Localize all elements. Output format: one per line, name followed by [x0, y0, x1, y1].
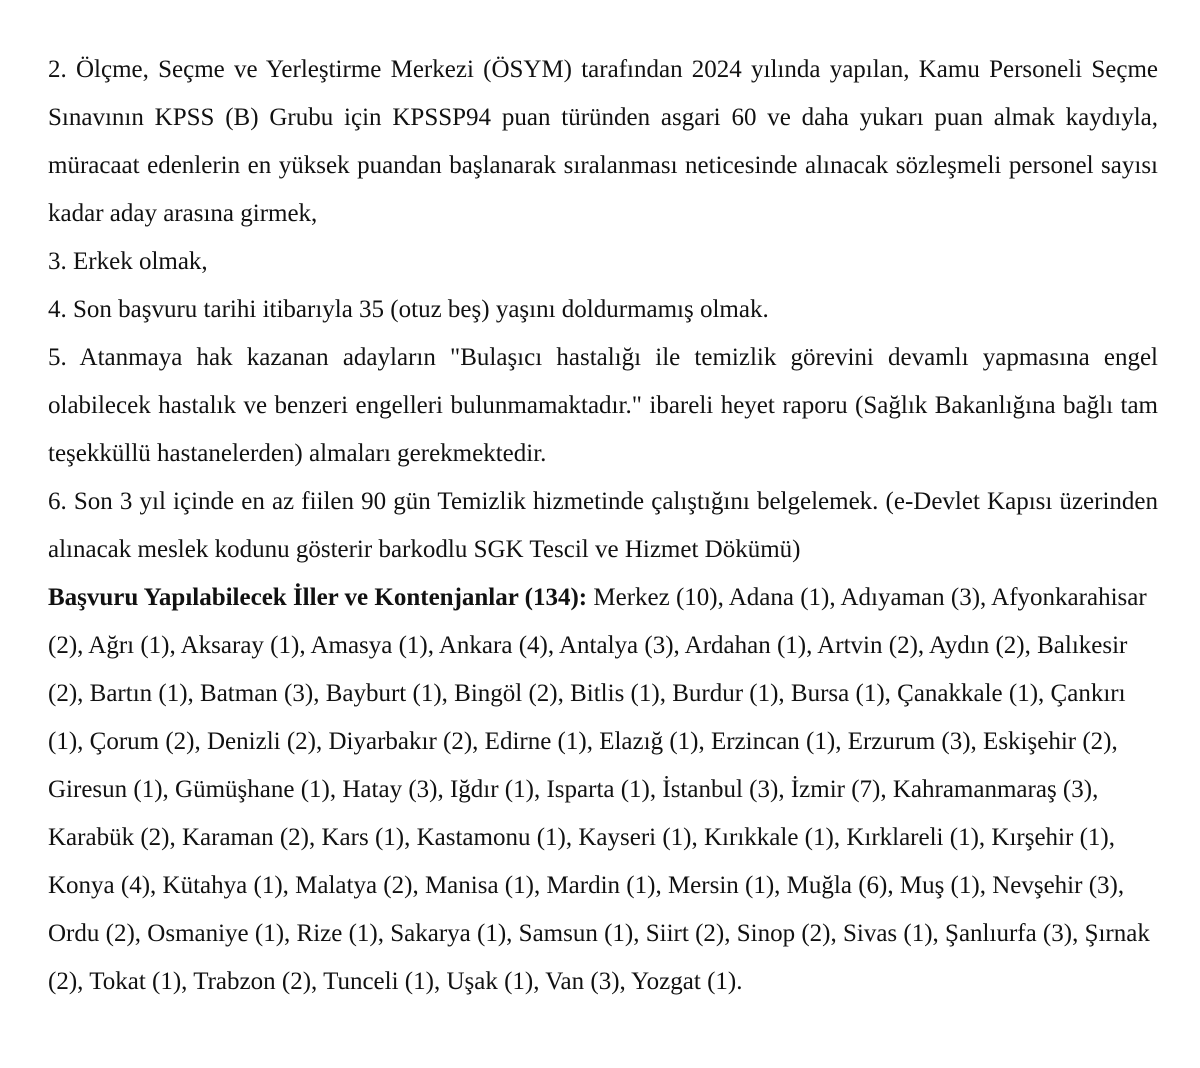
quota-city-list: Merkez (10), Adana (1), Adıyaman (3), Afyonkarahisar (2), Ağrı (1), Aksaray (1), Amasya (1), Ankara (4), Antalya (3), Ardahan (1), Artvin (2), Aydın (2), Balıkesir (2), Bartın (1), Batman (3), Bayburt (1), Bingöl (2), Bitlis (1), Burdur (1), Bursa (1), Çanakkale (1), Çankırı (1), Çorum (2), Denizli (2), Diyarbakır (2), Edirne (1), Elazığ (1), Erzincan (1), Erzurum (3), Eskişehir (2), Giresun (1), Gümüşhane (1), Hatay (3), Iğdır (1), Isparta (1), İstanbul (3), İzmir (7), Kahramanmaraş (3), Karabük (2), Karaman (2), Kars (1), Kastamonu (1), Kayseri (1), Kırıkkale (1), Kırklareli (1), Kırşehir (1), Konya (4), Kütahya (1), Malatya (2), Manisa (1), Mardin (1), Mersin (1), Muğla (6), Muş (1), Nevşehir (3), Ordu (2), Osmaniye (1), Rize (1), Sakarya (1), Samsun (1), Siirt (2), Sinop (2), Sivas (1), Şanlıurfa (3), Şırnak (2), Tokat (1), Trabzon (2), Tunceli (1), Uşak (1), Van (3), Yozgat (1).: [48, 584, 1150, 995]
requirement-item-5: 5. Atanmaya hak kazanan adayların "Bulaşıcı hastalığı ile temizlik görevini devamlı yapmasına engel olabilecek hastalık ve benzeri engelleri bulunmamaktadır." ibareli heyet raporu (Sağlık Bakanlığına bağlı tam teşekküllü hastanelerden) almaları gerekmektedir.: [48, 344, 1158, 467]
requirement-item-3: 3. Erkek olmak,: [48, 248, 208, 275]
quota-paragraph: [48, 574, 1158, 1006]
requirement-item-4: 4. Son başvuru tarihi itibarıyla 35 (otuz beş) yaşını doldurmamış olmak.: [48, 296, 769, 323]
requirement-item-6: 6. Son 3 yıl içinde en az fiilen 90 gün Temizlik hizmetinde çalıştığını belgelemek. (e-Devlet Kapısı üzerinden alınacak meslek kodunu gösterir barkodlu SGK Tescil ve Hizmet Dökümü): [48, 488, 1158, 563]
requirement-item-2: 2. Ölçme, Seçme ve Yerleştirme Merkezi (ÖSYM) tarafından 2024 yılında yapılan, Kamu Personeli Seçme Sınavının KPSS (B) Grubu için KPSSP94 puan türünden asgari 60 ve daha yukarı puan almak kaydıyla, müracaat edenlerin en yüksek puandan başlanarak sıralanması neticesinde alınacak sözleşmeli personel sayısı kadar aday arasına girmek,: [48, 56, 1158, 227]
quota-heading: Başvuru Yapılabilecek İller ve Kontenjanlar (134):: [48, 584, 588, 611]
